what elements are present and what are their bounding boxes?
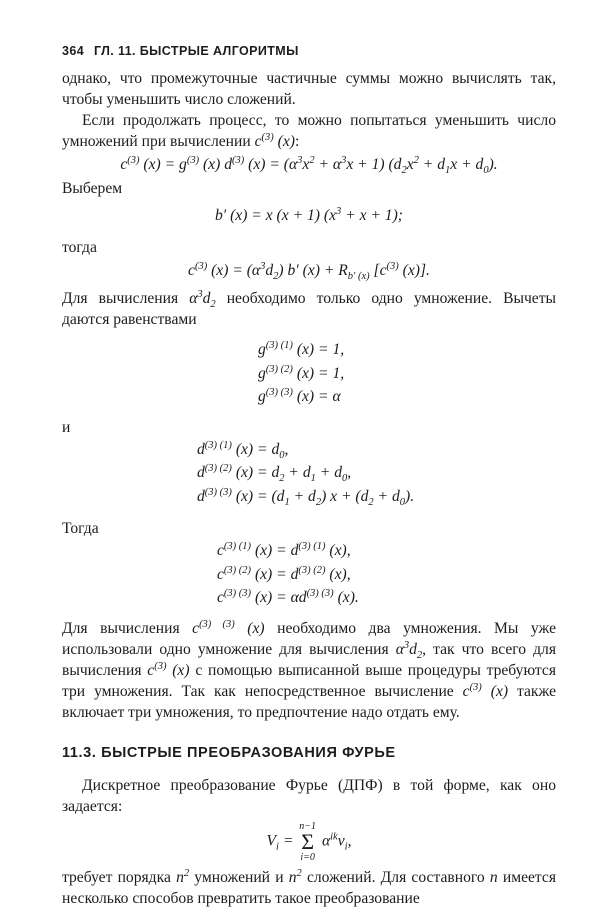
paragraph-6-d: имеется несколько способов превратить такое преобразование — [62, 868, 557, 907]
equation-d2: $d^{(3) (2)}$ $(x) = d_2 + d_1 + d_0$, — [197, 462, 352, 485]
paragraph-2 — [62, 110, 556, 152]
paragraph-4-e: также включает три умножения, то предпочтение надо отдать ему. — [62, 682, 556, 721]
paragraph-4 — [62, 618, 556, 723]
page-number: 364 — [62, 44, 85, 58]
sigma-symbol: Σ — [301, 828, 315, 854]
paragraph-5: Дискретное преобразование Фурье (ДПФ) в той форме, как оно задается: — [62, 776, 556, 815]
equation-c2: $c^{(3) (2)}$ $(x) = d^{(3) (2)}$ (x), — [217, 564, 351, 583]
paragraph-4-b: необходимо два умножения. Мы уже использовали одно умножение для вычисления — [62, 619, 556, 658]
equation-group-c — [217, 539, 556, 610]
equation-d1: $d^{(3) (1)}$ $(x) = d_0$, — [197, 439, 289, 461]
label-then-cap: Тогда — [62, 520, 99, 537]
running-title: ГЛ. 11. БЫСТРЫЕ АЛГОРИТМЫ — [93, 44, 299, 58]
math-a3d2-b: $\alpha^3d_2$ — [395, 639, 423, 661]
running-header — [62, 44, 556, 58]
label-choose: Выберем — [62, 180, 123, 197]
paragraph-4-d: с помощью выписанной выше процедуры требуются три умножения. Так как непосредственное вычисление — [62, 661, 556, 700]
page — [62, 36, 556, 909]
label-and: и — [62, 418, 71, 436]
equation-g2: $g^{(3) (2)}$ (x) = 1, — [258, 363, 345, 382]
equation-g1: $g^{(3) (1)}$ (x) = 1, — [258, 339, 345, 358]
section-heading: 11.3. БЫСТРЫЕ ПРЕОБРАЗОВАНИЯ ФУРЬЕ — [62, 744, 396, 761]
equation-c3-residue: $c^{(3)}$ $(x) = (\alpha^3d_2)$ b′ $(x) + R_{b' (x)}$ [$c^{(3)}$ (x)]. — [188, 260, 430, 283]
equation-group-g — [258, 338, 556, 409]
paragraph-4-a: Для вычисления — [62, 619, 193, 637]
math-n2-a: $n^2$ — [176, 867, 190, 886]
math-c33x: $c^{(3) (3)}$ (x) — [192, 618, 265, 637]
paragraph-1: однако, что промежуточные частичные суммы можно вычислять так, чтобы уменьшить число сложений. — [62, 70, 556, 108]
paragraph-6-b: умножений и — [189, 868, 289, 886]
sum-lower-limit: i=0 — [300, 851, 315, 863]
paragraph-3-a: Для вычисления — [62, 290, 190, 307]
equation-c1: $c^{(3) (1)}$ $(x) = d^{(3) (1)}$ (x), — [217, 540, 351, 559]
paragraph-6-a: требует порядка — [62, 868, 177, 886]
equation-b-prime: b′ (x) = x (x + 1) $(x^3 + x + 1)$; — [215, 205, 403, 224]
equation-g3: $g^{(3) (3)}$ (x) = α — [258, 386, 341, 405]
sum-upper-limit: n−1 — [299, 820, 317, 832]
math-a3d2: $\alpha^3d_2$ — [189, 288, 216, 311]
equation-c3: $c^{(3) (3)}$ $(x) = \alpha d^{(3) (3)}$ (x). — [217, 587, 359, 606]
paragraph-6-c: сложений. Для составного — [301, 868, 490, 886]
equation-dft: $V_i$ = n−1 Σ i=0 $\alpha^{ik}v_i$, — [266, 820, 352, 863]
math-c3x-b: $c^{(3)}$ (x) — [147, 660, 190, 679]
summation-sign — [299, 821, 316, 863]
label-then-lower: тогда — [62, 239, 97, 256]
paragraph-2-tail: : — [295, 133, 300, 150]
paragraph-4-c: , так что всего для вычисления — [62, 640, 557, 679]
math-c3x-c: $c^{(3)}$ (x) — [462, 681, 509, 700]
paragraph-2-text: Если продолжать процесс, то можно попытаться уменьшить число умножений при вычислении — [62, 112, 556, 150]
math-c3x: $c^{(3)}$ (x) — [254, 131, 295, 150]
paragraph-3 — [62, 288, 556, 330]
equation-group-d — [197, 438, 556, 509]
paragraph-6 — [62, 867, 556, 909]
equation-d3: $d^{(3) (3)}$ $(x) = (d_1 + d_2) x + (d_2 + d_0)$. — [197, 486, 415, 508]
equation-c3-factor: $c^{(3)}$ $(x) = g^{(3)}$ (x) $d^{(3)}$ $(x) = (\alpha^3x^2 + \alpha^3x + 1) (d_2x^2 + d_1x + d_0)$. — [120, 154, 498, 177]
math-n2-b: $n^2$ — [288, 867, 302, 886]
paragraph-3-b: необходимо только одно умножение. Вычеты даются равенствами — [62, 290, 556, 328]
math-n: n — [489, 868, 498, 886]
